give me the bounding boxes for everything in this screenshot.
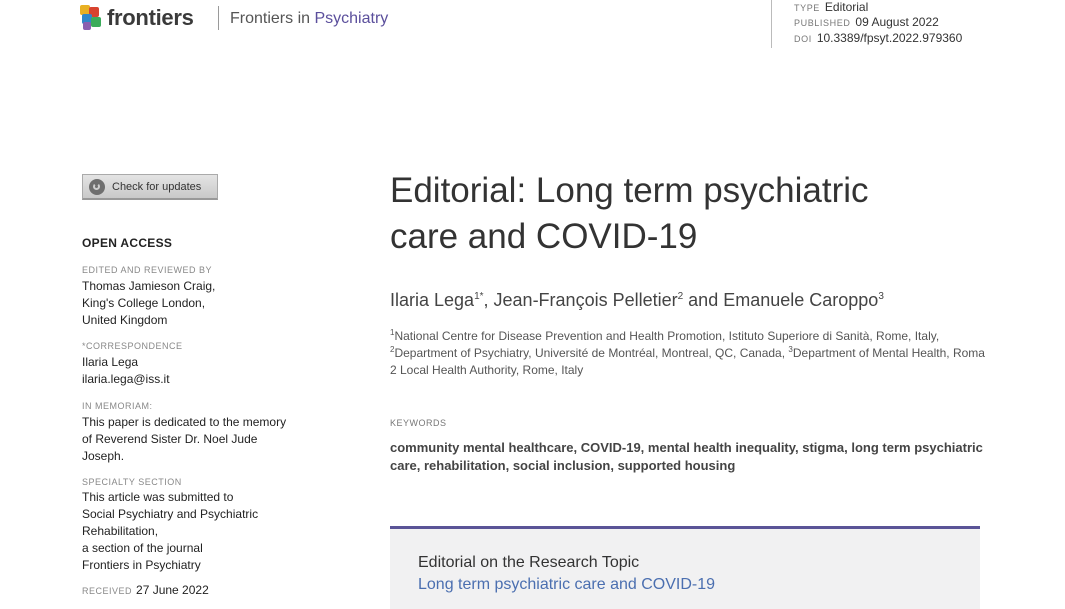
keywords-text: community mental healthcare, COVID-19, mental health inequality, stigma, long term psychiatric care, rehabilitation, social inclusion, supported housing <box>390 440 983 473</box>
correspondence-name: Ilaria Lega <box>82 355 139 369</box>
refresh-icon <box>89 179 105 195</box>
journal-prefix: Frontiers in <box>230 10 315 27</box>
header-divider <box>218 6 219 30</box>
specialty-text: This article was submitted to Social Psychiatry and Psychiatric Rehabilitation, a section of the journal Frontiers in Psychiatry <box>82 490 259 572</box>
check-updates-label: Check for updates <box>112 180 202 193</box>
meta-doi: DOI 10.3389/fpsyt.2022.979360 <box>794 31 963 45</box>
memoriam-text: This paper is dedicated to the memory of Reverend Sister Dr. Noel Jude Joseph. <box>82 415 287 463</box>
research-topic-label: Editorial on the Research Topic <box>418 554 640 571</box>
received-date: RECEIVED 27 June 2022 <box>82 583 209 597</box>
specialty-label: SPECIALTY SECTION <box>82 477 182 487</box>
author-name[interactable]: Ilaria Lega <box>390 290 475 310</box>
frontiers-logo-icon <box>80 5 102 31</box>
meta-divider <box>771 0 772 48</box>
meta-type: TYPE Editorial <box>794 0 869 14</box>
correspondence-text <box>82 354 170 388</box>
open-access-label: OPEN ACCESS <box>82 236 173 250</box>
research-topic-link[interactable]: Long term psychiatric care and COVID-19 <box>418 576 716 593</box>
author-list: Ilaria Lega$^{1*}$, Jean-François Pelletier$^2$ and Emanuele Caroppo$^3$ <box>390 290 884 310</box>
brand-name: frontiers <box>107 5 194 30</box>
author-name[interactable]: Jean-François Pelletier <box>493 290 678 310</box>
meta-published: PUBLISHED 09 August 2022 <box>794 15 939 29</box>
edited-text: Thomas Jamieson Craig, King's College London, United Kingdom <box>82 279 216 327</box>
correspondence-label: *CORRESPONDENCE <box>82 341 183 351</box>
author-name[interactable]: Emanuele Caroppo <box>723 290 879 310</box>
affiliations: $^1$National Centre for Disease Prevention and Health Promotion, Istituto Superiore di Sanità, Rome, Italy, $^2$Department of Psychiatry, Université de Montréal, Montreal, QC, Canada, $^3$Department of Mental Health, Roma 2 Local Health Authority, Rome, Italy <box>390 328 985 377</box>
frontiers-logo[interactable] <box>80 4 194 32</box>
edited-label: EDITED AND REVIEWED BY <box>82 265 213 275</box>
keywords-label: KEYWORDS <box>390 418 447 428</box>
correspondence-email[interactable]: ilaria.lega@iss.it <box>82 372 170 386</box>
check-for-updates-button[interactable] <box>82 174 218 200</box>
memoriam-label: IN MEMORIAM: <box>82 401 153 411</box>
journal-name[interactable] <box>230 10 388 28</box>
journal-accent: Psychiatry <box>314 10 389 27</box>
article-title: Editorial: Long term psychiatric care and COVID-19 <box>390 171 869 256</box>
